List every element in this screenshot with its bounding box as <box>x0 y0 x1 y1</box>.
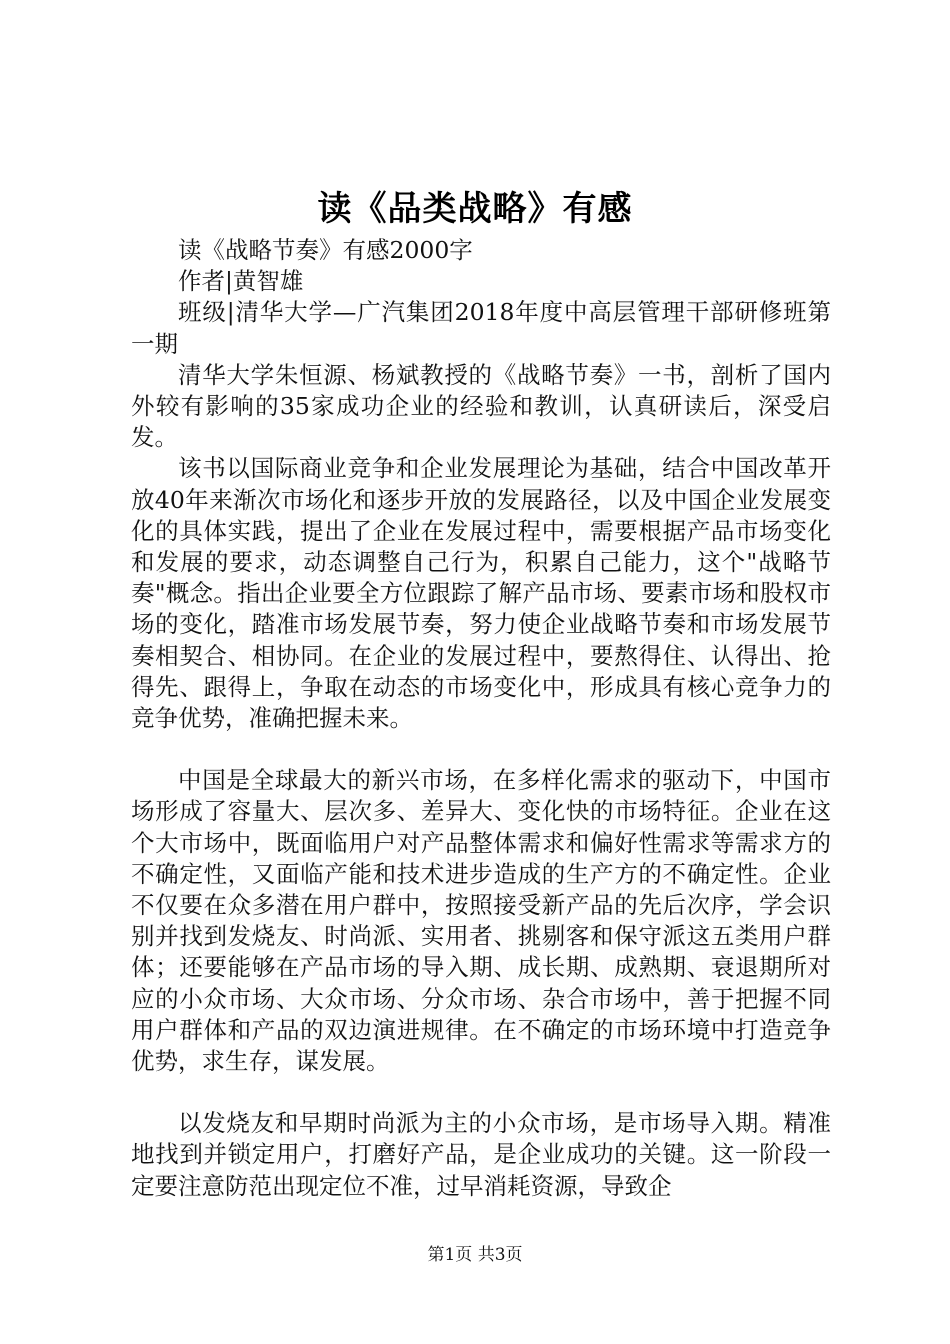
subtitle-line: 读《战略节奏》有感2000字 <box>178 236 473 264</box>
document-body <box>131 235 831 1202</box>
paragraph-china-market: 中国是全球最大的新兴市场，在多样化需求的驱动下，中国市场形成了容量大、层次多、差异大、变化快的市场特征。企业在这个大市场中，既面临用户对产品整体需求和偏好性需求等需求方的不确定性，又面临产能和技术进步造成的生产方的不确定性。企业不仅要在众多潜在用户群中，按照接受新产品的先后次序，学会识别并找到发烧友、时尚派、实用者、挑剔客和保守派这五类用户群体；还要能够在产品市场的导入期、成长期、成熟期、衰退期所对应的小众市场、大众市场、分众市场、杂合市场中，善于把握不同用户群体和产品的双边演进规律。在不确定的市场环境中打造竞争优势，求生存，谋发展。 <box>131 766 831 1076</box>
document-title: 读《品类战略》有感 <box>317 189 633 229</box>
paragraph-niche-market: 以发烧友和早期时尚派为主的小众市场，是市场导入期。精准地找到并锁定用户，打磨好产品，是企业成功的关键。这一阶段一定要注意防范出现定位不准，过早消耗资源，导致企 <box>131 1109 831 1200</box>
author-line: 作者|黄智雄 <box>178 267 304 296</box>
paragraph-intro: 清华大学朱恒源、杨斌教授的《战略节奏》一书，剖析了国内外较有影响的35家成功企业的经验和教训，认真研读后，深受启发。 <box>131 360 831 452</box>
class-line: 班级|清华大学—广汽集团2018年度中高层管理干部研修班第一期 <box>131 298 831 358</box>
page-footer: 第1页 共3页 <box>427 1245 523 1265</box>
paragraph-book-summary: 该书以国际商业竞争和企业发展理论为基础，结合中国改革开放40年来渐次市场化和逐步开放的发展路径，以及中国企业发展变化的具体实践，提出了企业在发展过程中，需要根据产品市场变化和发展的要求，动态调整自己行为，积累自己能力，这个"战略节奏"概念。指出企业要全方位跟踪了解产品市场、要素市场和股权市场的变化，踏准市场发展节奏，努力使企业战略节奏和市场发展节奏相契合、相协同。在企业的发展过程中，要熬得住、认得出、抢得先、跟得上，争取在动态的市场变化中，形成具有核心竞争力的竞争优势，准确把握未来。 <box>131 454 831 733</box>
